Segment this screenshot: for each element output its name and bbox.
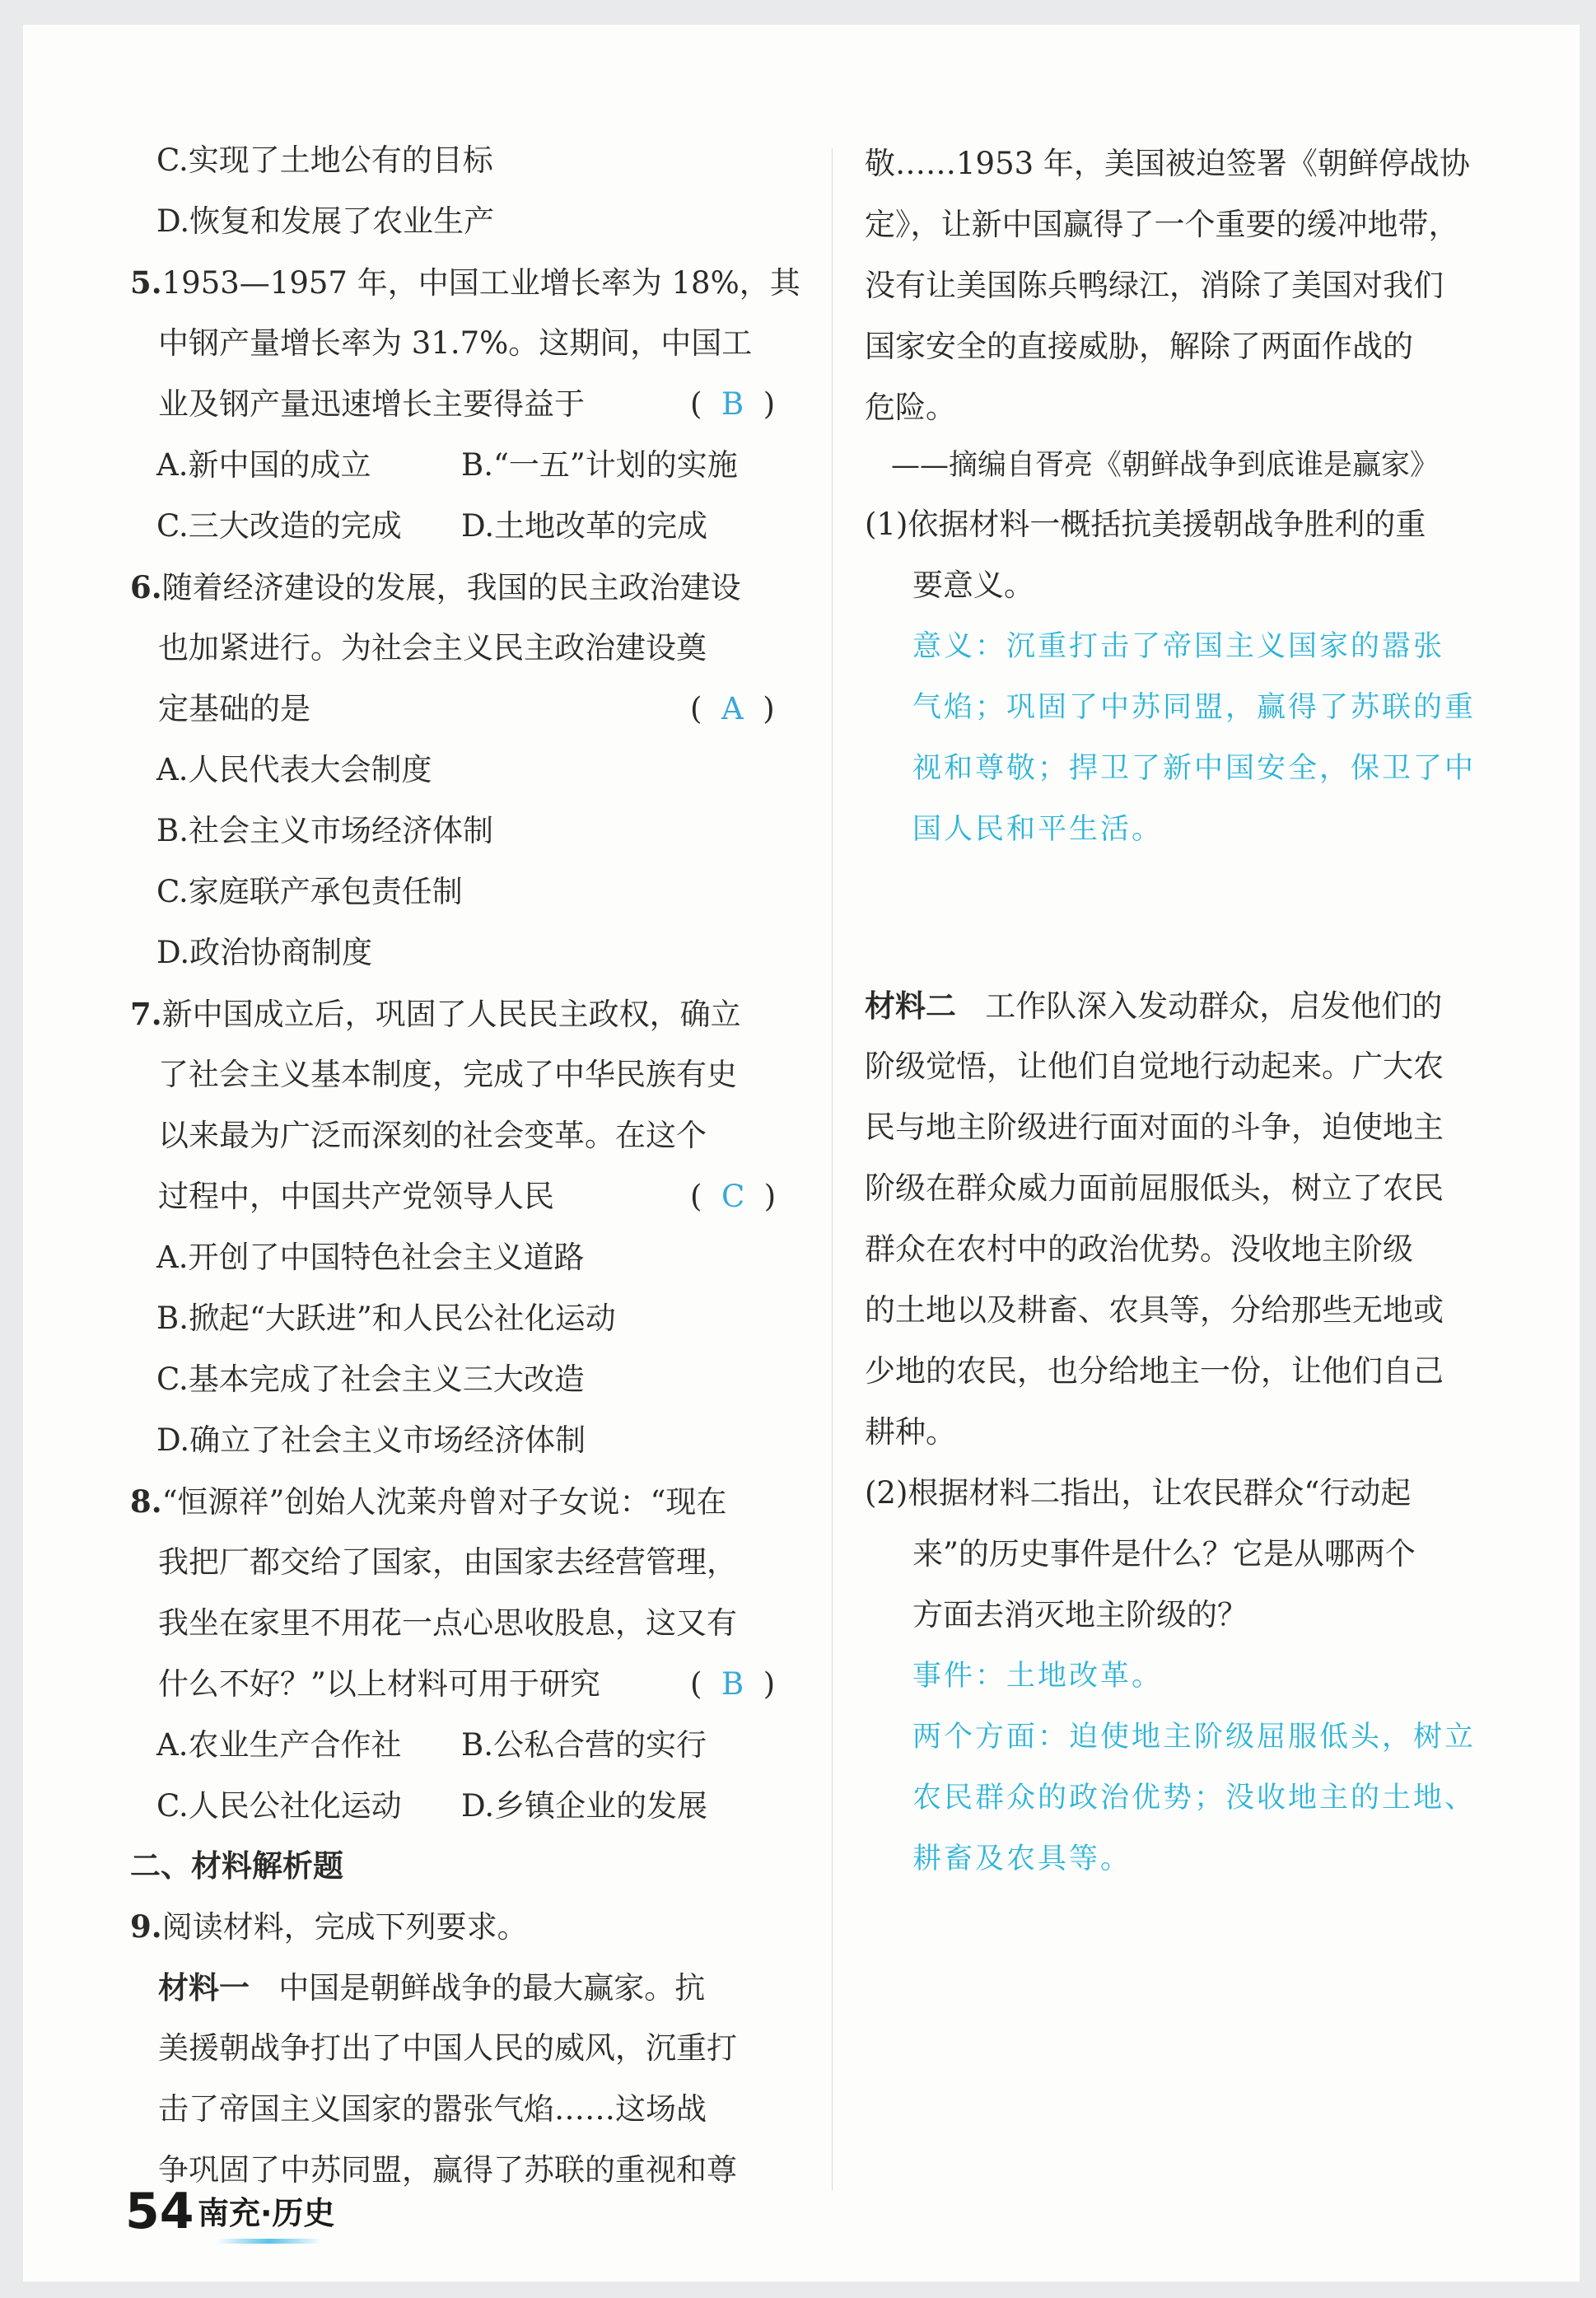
material1-line2: 美援朝战争打出了中国人民的威风，沉重打	[158, 2030, 737, 2066]
material1-line6: 定》，让新中国赢得了一个重要的缓冲地带，	[865, 207, 1459, 242]
q6-stem-line2: 也加紧进行。为社会主义民主政治建设奠	[158, 630, 707, 666]
material1-line8: 国家安全的直接威胁，解除了两面作战的	[865, 329, 1413, 364]
q7-answer: C	[721, 1179, 745, 1214]
q7-option-c: C.基本完成了社会主义三大改造	[156, 1362, 585, 1397]
subq2-line3: 方面去消灭地主阶级的？	[912, 1597, 1248, 1632]
q6-stem-line3: 定基础的是	[158, 691, 310, 726]
material1-line5: 敬……1953 年，美国被迫签署《朝鲜停战协	[865, 146, 1470, 181]
subq1-line2: 要意义。	[912, 567, 1034, 603]
q4-option-d: D.恢复和发展了农业生产	[156, 203, 495, 239]
q8-stem-line2: 我把厂都交给了国家，由国家去经营管理，	[158, 1544, 737, 1580]
q7-number: 7.	[130, 996, 162, 1032]
q7-option-a: A.开创了中国特色社会主义道路	[156, 1240, 585, 1275]
q9-stem	[130, 1906, 528, 1948]
q6-stem-line1	[130, 567, 741, 609]
q8-option-c: C.人民公社化运动	[156, 1788, 402, 1824]
q5-stem-line1	[130, 262, 800, 304]
q5-option-c: C.三大改造的完成	[156, 508, 402, 544]
q4-option-c: C.实现了土地公有的目标	[156, 142, 493, 178]
material1-line3: 击了帝国主义国家的嚣张气焰……这场战	[158, 2091, 707, 2127]
answer2-line4: 耕畜及农具等。	[912, 1843, 1132, 1875]
q7-answer-bracket: ( C )	[690, 1179, 777, 1214]
q5-option-a: A.新中国的成立	[156, 447, 371, 483]
material2-line5: 群众在农村中的政治优势。没收地主阶级	[865, 1231, 1413, 1267]
material1-text-1: 中国是朝鲜战争的最大赢家。抗	[278, 1970, 706, 2006]
q9-text: 阅读材料，完成下列要求。	[161, 1909, 528, 1945]
q7-stem-line1	[130, 993, 741, 1035]
q5-stem-line2: 中钢产量增长率为 31.7%。这期间，中国工	[158, 325, 753, 361]
q7-text-1: 新中国成立后，巩固了人民民主政权，确立	[161, 997, 741, 1032]
q6-option-c: C.家庭联产承包责任制	[156, 874, 463, 909]
answer1-line1: 意义：沉重打击了帝国主义国家的嚣张	[912, 630, 1445, 663]
material2-label: 材料二	[865, 988, 956, 1024]
footer-decoration	[216, 2239, 323, 2244]
material1-line4: 争巩固了中苏同盟，赢得了苏联的重视和尊	[158, 2152, 737, 2188]
material2-line1	[865, 985, 1442, 1027]
subq2-line2: 来”的历史事件是什么？它是从哪两个	[912, 1536, 1416, 1572]
material1-line1	[158, 1967, 705, 2009]
answer2-line3: 农民群众的政治优势；没收地主的土地、	[912, 1782, 1477, 1815]
section-heading: 二、材料解析题	[130, 1847, 343, 1884]
q5-answer-bracket: ( B )	[690, 386, 776, 422]
q8-stem-line3: 我坐在家里不用花一点心思收股息，这又有	[158, 1605, 737, 1641]
q7-stem-line4: 过程中，中国共产党领导人民	[158, 1179, 554, 1214]
material1-line7: 没有让美国陈兵鸭绿江，消除了美国对我们	[865, 268, 1444, 303]
q8-option-a: A.农业生产合作社	[156, 1727, 402, 1763]
subq2-line1: (2)根据材料二指出，让农民群众“行动起	[865, 1475, 1412, 1511]
q6-number: 6.	[130, 569, 162, 605]
material2-line6: 的土地以及耕畜、农具等，分给那些无地或	[865, 1292, 1444, 1328]
q9-number: 9.	[130, 1908, 162, 1945]
material1-line9: 危险。	[865, 390, 956, 425]
q6-option-b: B.社会主义市场经济体制	[156, 813, 493, 848]
q6-answer: A	[721, 691, 744, 726]
material2-line4: 阶级在群众威力面前屈服低头，树立了农民	[865, 1170, 1444, 1206]
material2-line3: 民与地主阶级进行面对面的斗争，迫使地主	[865, 1109, 1444, 1145]
material1-source: ——摘编自胥亮《朝鲜战争到底谁是赢家》	[891, 449, 1440, 482]
q8-answer: B	[721, 1666, 744, 1702]
q5-stem-line3: 业及钢产量迅速增长主要得益于	[158, 386, 585, 422]
q8-answer-bracket: ( B )	[690, 1666, 776, 1702]
q6-option-a: A.人民代表大会制度	[156, 752, 432, 787]
q8-stem-line4: 什么不好？”以上材料可用于研究	[158, 1666, 600, 1702]
q5-text-1: 1953—1957 年，中国工业增长率为 18%，其	[161, 265, 800, 301]
material2-line8: 耕种。	[865, 1414, 956, 1450]
material2-line2: 阶级觉悟，让他们自觉地行动起来。广大农	[865, 1049, 1444, 1084]
answer1-line2: 气焰；巩固了中苏同盟，赢得了苏联的重	[912, 691, 1477, 724]
q8-option-b: B.公私合营的实行	[461, 1727, 707, 1763]
answer1-line4: 国人民和平生活。	[912, 813, 1164, 846]
material2-text-1: 工作队深入发动群众，启发他们的	[985, 988, 1443, 1024]
q8-option-d: D.乡镇企业的发展	[461, 1788, 708, 1824]
q7-stem-line2: 了社会主义基本制度，完成了中华民族有史	[158, 1057, 737, 1092]
q5-option-b: B.“一五”计划的实施	[461, 447, 738, 483]
q8-stem-line1	[130, 1481, 726, 1523]
answer2-line2: 两个方面：迫使地主阶级屈服低头，树立	[912, 1721, 1477, 1754]
q7-option-d: D.确立了社会主义市场经济体制	[156, 1422, 586, 1458]
page-footer-title: 南充·历史	[198, 2195, 335, 2231]
q8-number: 8.	[130, 1483, 162, 1520]
material1-label: 材料一	[158, 1969, 250, 2006]
q8-text-1: “恒源祥”创始人沈莱舟曾对子女说：“现在	[161, 1484, 727, 1520]
subq1-line1: (1)依据材料一概括抗美援朝战争胜利的重	[865, 507, 1426, 542]
q6-text-1: 随着经济建设的发展，我国的民主政治建设	[161, 570, 741, 605]
q5-option-d: D.土地改革的完成	[461, 508, 708, 544]
answer1-line3: 视和尊敬；捍卫了新中国安全，保卫了中	[912, 752, 1477, 785]
q7-stem-line3: 以来最为广泛而深刻的社会变革。在这个	[158, 1118, 707, 1153]
q7-option-b: B.掀起“大跃进”和人民公社化运动	[156, 1301, 616, 1336]
q5-number: 5.	[130, 264, 162, 301]
q6-option-d: D.政治协商制度	[156, 935, 373, 970]
page-number: 54	[125, 2183, 194, 2240]
column-divider	[832, 148, 833, 2191]
answer2-line1: 事件：土地改革。	[912, 1660, 1164, 1693]
material2-line7: 少地的农民，也分给地主一份，让他们自己	[865, 1353, 1444, 1389]
q5-answer: B	[721, 386, 744, 422]
q6-answer-bracket: ( A )	[690, 691, 775, 726]
